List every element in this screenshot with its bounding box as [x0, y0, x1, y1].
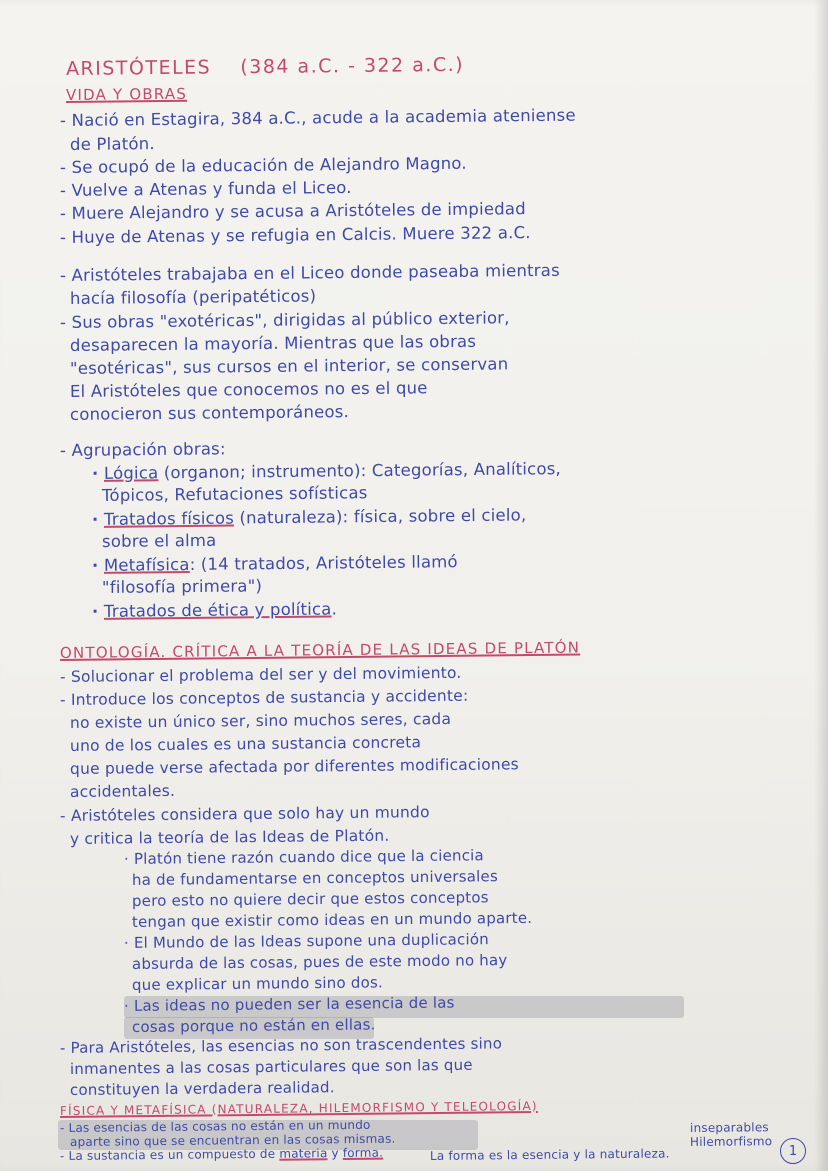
s3-item-logica: · Lógica (organon; instrumento): Categorías, Analíticos,	[91, 459, 562, 483]
heading-vida-obras: VIDA Y OBRAS	[65, 84, 188, 104]
s2-line-4: desaparecen la mayoría. Mientras que las obras	[69, 331, 477, 355]
s3-item-logica-label: Lógica	[103, 463, 159, 483]
heading-fisica-metafisica: FÍSICA Y METAFÍSICA (NATURALEZA, HILEMORFISMO Y TELEOLOGÍA)	[59, 1098, 538, 1118]
s5-inseparables: inseparables	[689, 1120, 769, 1135]
s5-forma: forma.	[342, 1145, 384, 1161]
s3-item-metafisica-rest: : (14 tratados, Aristóteles llamó	[189, 552, 458, 574]
s3-item-etica: · Tratados de ética y política.	[91, 599, 338, 621]
s3-item-fisicos-cont: sobre el alma	[101, 530, 217, 551]
s4-line-6: accidentales.	[69, 781, 176, 801]
s2-line-3: - Sus obras "exotéricas", dirigidas al público exterior,	[59, 308, 510, 332]
s1-line-6: - Huye de Atenas y se refugia en Calcis. Muere 322 a.C.	[59, 223, 531, 247]
s4-line-1: - Solucionar el problema del ser y del movimiento.	[59, 663, 462, 686]
s5-y: y	[327, 1146, 343, 1161]
s1-line-3: - Se ocupó de la educación de Alejandro Magno.	[59, 153, 467, 177]
s2-line-7: conocieron sus contemporáneos.	[69, 402, 350, 424]
s4-line-15: que explicar un mundo sino dos.	[131, 973, 383, 994]
page-title	[66, 54, 464, 80]
s4-line-16: · Las ideas no pueden ser la esencia de las	[123, 993, 455, 1015]
s2-line-6: El Aristóteles que conocemos no es el que	[69, 378, 428, 401]
s3-item-etica-label: Tratados de ética y política	[103, 599, 332, 621]
s4-line-17: cosas porque no están en ellas.	[131, 1015, 376, 1036]
s3-item-logica-cont: Tópicos, Refutaciones sofísticas	[101, 483, 368, 505]
s3-item-logica-rest: (organon; instrumento): Categorías, Analíticos,	[158, 459, 562, 483]
s4-line-5: que puede verse afectada por diferentes modificaciones	[69, 755, 520, 778]
s4-line-10: ha de fundamentarse en conceptos universales	[131, 867, 499, 889]
s3-item-metafisica-label: Metafísica	[103, 554, 190, 575]
s1-line-5: - Muere Alejandro y se acusa a Aristóteles de impiedad	[59, 199, 526, 223]
s3-lead: - Agrupación obras:	[59, 439, 226, 460]
s4-line-18: - Para Aristóteles, las esencias no son trascendentes sino	[59, 1034, 503, 1057]
page-number: 1	[780, 1138, 806, 1164]
s5-hilemorfismo: Hilemorfismo	[689, 1134, 773, 1149]
s4-line-4: uno de los cuales es una sustancia concreta	[69, 733, 422, 755]
s4-line-14: absurda de las cosas, pues de este modo no hay	[131, 951, 508, 973]
s4-line-12: tengan que existir como ideas en un mundo aparte.	[131, 908, 533, 931]
s1-line-4: - Vuelve a Atenas y funda el Liceo.	[59, 177, 352, 200]
title-dates: (384 a.C. - 322 a.C.)	[240, 53, 465, 79]
s4-line-3: no existe un único ser, sino muchos seres, cada	[69, 710, 452, 732]
s4-line-19: inmanentes a las cosas particulares que son las que	[69, 1055, 473, 1078]
s3-item-metafisica: · Metafísica: (14 tratados, Aristóteles llamó	[91, 552, 458, 575]
heading-ontologia: ONTOLOGÍA. CRÍTICA A LA TEORÍA DE LAS IDEAS DE PLATÓN	[59, 638, 581, 662]
s3-item-fisicos: · Tratados físicos (naturaleza): física, sobre el cielo,	[91, 505, 527, 529]
s5-line-4: La forma es la esencia y la naturaleza.	[429, 1146, 670, 1163]
s5-line-3	[60, 1146, 383, 1163]
s4-line-13: · El Mundo de las Ideas supone una duplicación	[123, 930, 489, 952]
s2-line-2: hacía filosofía (peripatéticos)	[69, 286, 317, 308]
s1-line-1: - Nació en Estagira, 384 a.C., acude a la academia ateniense	[59, 105, 576, 130]
s1-line-2: de Platón.	[69, 134, 155, 154]
s5-line-2: aparte sino que se encuentran en las cosas mismas.	[69, 1131, 396, 1149]
s2-line-1: - Aristóteles trabajaba en el Liceo donde paseaba mientras	[59, 260, 560, 285]
s4-line-2: - Introduce los conceptos de sustancia y accidente:	[59, 686, 469, 709]
s4-line-7: - Aristóteles considera que solo hay un mundo	[59, 803, 430, 825]
s3-item-etica-rest: .	[331, 599, 338, 619]
s5-line-1: - Las esencias de las cosas no están en un mundo	[59, 1117, 371, 1135]
s3-item-fisicos-rest: (naturaleza): física, sobre el cielo,	[233, 505, 527, 528]
s3-item-metafisica-cont: "filosofía primera")	[101, 576, 263, 597]
s4-line-9: · Platón tiene razón cuando dice que la ciencia	[123, 846, 484, 868]
s4-line-11: pero esto no quiere decir que estos conceptos	[131, 888, 489, 910]
s4-line-20: constituyen la verdadera realidad.	[69, 1078, 335, 1099]
title-name: ARISTÓTELES	[65, 56, 212, 80]
page-edge-shadow	[814, 0, 828, 1171]
s3-item-fisicos-label: Tratados físicos	[103, 508, 235, 529]
s4-line-8: y critica la teoría de las Ideas de Platón.	[69, 826, 390, 848]
s5-line-3-text: - La sustancia es un compuesto de	[59, 1146, 276, 1163]
s5-materia: materia	[279, 1146, 328, 1161]
s2-line-5: "esotéricas", sus cursos en el interior, se conservan	[69, 354, 509, 378]
